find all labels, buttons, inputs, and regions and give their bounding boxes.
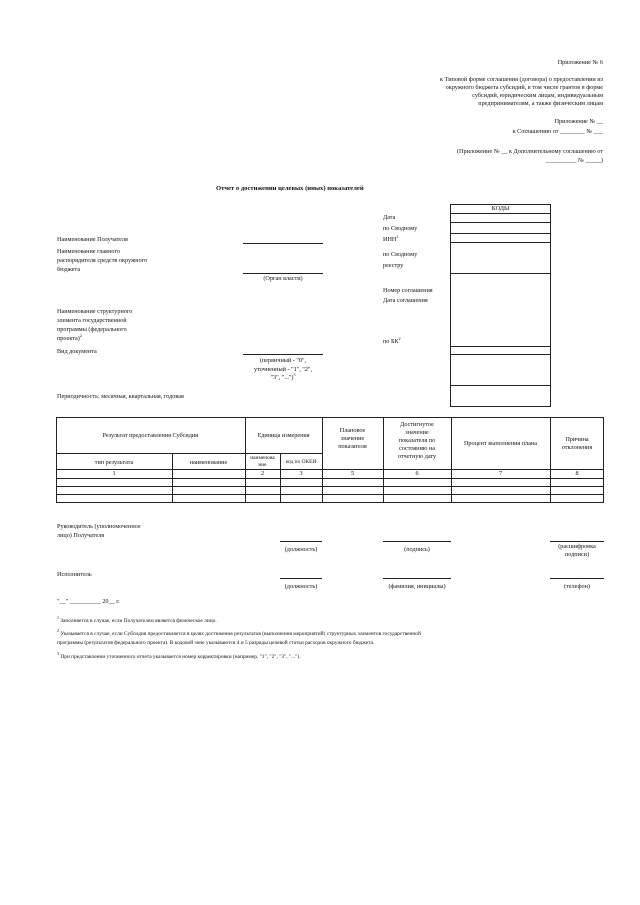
th-type: тип результата (94, 459, 134, 466)
codes-header: КОДЫ (491, 205, 510, 212)
label-struct4: проекта)$^2$ (57, 332, 82, 342)
appendix-to-agreement: к Соглашению от ________ № ___ (512, 128, 603, 135)
col-num-7: 7 (498, 470, 503, 477)
label-date: Дата (383, 214, 396, 221)
sig-decode-1: (расшифровка (558, 543, 596, 550)
label-periodicity: Периодичность: месячная, квартальная, годовая (57, 393, 184, 400)
th-plan-3: показателя (338, 443, 367, 450)
appendix-line4: предпринимателям, а также физическим лицам (478, 100, 603, 107)
col-num-6: 6 (415, 470, 419, 477)
th-ach-1: Достигнутое (400, 421, 434, 428)
footnote-1: $^1$ Заполняется в случае, если Получателем является физическое лицо. (57, 615, 217, 624)
sig-signature: (подпись) (404, 546, 430, 553)
col-num-5: 5 (350, 470, 355, 477)
label-bk: по $БК^2$ (383, 335, 401, 345)
doc-note3: "3", "...")$^3$ (270, 371, 296, 381)
footnote-2a: $^2$ Указывается в случае, если Субсидия предоставляется в целях достижения результатов (выполнения мероприятий) структурных элементов государственной (57, 628, 421, 637)
sig-position: (должность) (284, 546, 318, 553)
codes-box (450, 204, 551, 407)
appendix-addl1: (Приложение № __ к Дополнительному соглашению от (456, 148, 603, 155)
th-ach-2: значение (405, 429, 429, 436)
appendix-label: Приложение № 6 (557, 59, 603, 66)
appendix-line3: субсидий, юридическим лицам, индивидуальным (472, 92, 603, 99)
th-percent: Процент выполнения плана (463, 440, 538, 447)
th-unit-name-1: наименова (250, 455, 275, 461)
sig-executor: Исполнитель (57, 571, 92, 578)
label-organ: (Орган власти) (263, 275, 303, 282)
appendix-line2: окружного бюджета субсидий, в том числе грантов в форме (445, 84, 603, 91)
label-struct2: элемента государственной (57, 317, 127, 324)
label-gbs2: распорядителя средств окружного (57, 257, 148, 264)
sig-position-2: (должность) (284, 583, 318, 590)
page-title: Отчет о достижении целевых (иных) показателей (216, 185, 364, 192)
col-num-2: 2 (260, 470, 265, 477)
footnote-2b: программы (результатов федерального проекта). В кодовой зоне указываются 4 и 5 разряды целевой статьи расходов окружного бюджета. (57, 640, 375, 646)
th-ach-5: отчетную дату (397, 453, 437, 460)
label-by-registry: по Сводному (383, 225, 418, 232)
label-recipient: Наименование Получателя (57, 236, 128, 243)
th-reason-1: Причина (565, 436, 589, 443)
label-struct3: программы (федерального (57, 326, 127, 333)
th-ach-3: показателя по (398, 437, 436, 444)
th-ach-4: состоянию на (398, 445, 436, 452)
sig-fio: (фамилия, инициалы) (388, 583, 446, 590)
sig-phone: (телефон) (564, 583, 590, 590)
footnote-3: $^3$ При представлении уточненного отчета указывается номер корректировки (например, "1", "2", "3", "..."). (57, 651, 301, 660)
th-plan-1: Плановое (339, 427, 366, 434)
label-agr-date: Дата соглашения (383, 297, 428, 304)
th-plan-2: значение (340, 435, 365, 442)
sig-decode-2: подписи) (564, 551, 590, 558)
appendix-line1: к Типовой форме соглашения (договора) о предоставлении из (440, 76, 603, 83)
th-unit: Единица измерения (257, 432, 310, 439)
label-gbs1: Наименование главного (57, 248, 120, 255)
sig-date-line: "__" __________ 20__ г. (57, 598, 120, 605)
label-inn: ИНН$^1$ (383, 233, 399, 243)
th-name: наименование (189, 459, 228, 466)
label-agr-no: Номер соглашения (383, 287, 433, 294)
label-doc-type: Вид документа (57, 348, 97, 355)
label-gbs3: бюджета (57, 266, 81, 273)
th-result: Результат предоставления Субсидии (102, 432, 199, 439)
sig-head-2: лицо) Получателя (57, 532, 105, 539)
doc-note1: (первичный - "0", (259, 357, 307, 364)
col-num-1: 1 (112, 470, 116, 477)
th-okei: код по ОКЕИ (285, 459, 317, 465)
col-num-3: 3 (299, 470, 303, 477)
label-struct1: Наименование структурного (57, 308, 133, 315)
appendix-addl2: __________ № _____) (545, 157, 603, 164)
label-by-registry2: по Сводному (383, 251, 418, 258)
th-unit-name-2: ние (258, 462, 267, 468)
label-registry: реестру (383, 262, 404, 269)
col-num-8: 8 (575, 470, 579, 477)
th-reason-2: отклонения (561, 444, 593, 451)
sig-head-1: Руководитель (уполномоченное (57, 523, 141, 530)
appendix-app-no: Приложение № __ (554, 118, 603, 125)
doc-note2: уточненный - "1", "2", (254, 366, 312, 373)
